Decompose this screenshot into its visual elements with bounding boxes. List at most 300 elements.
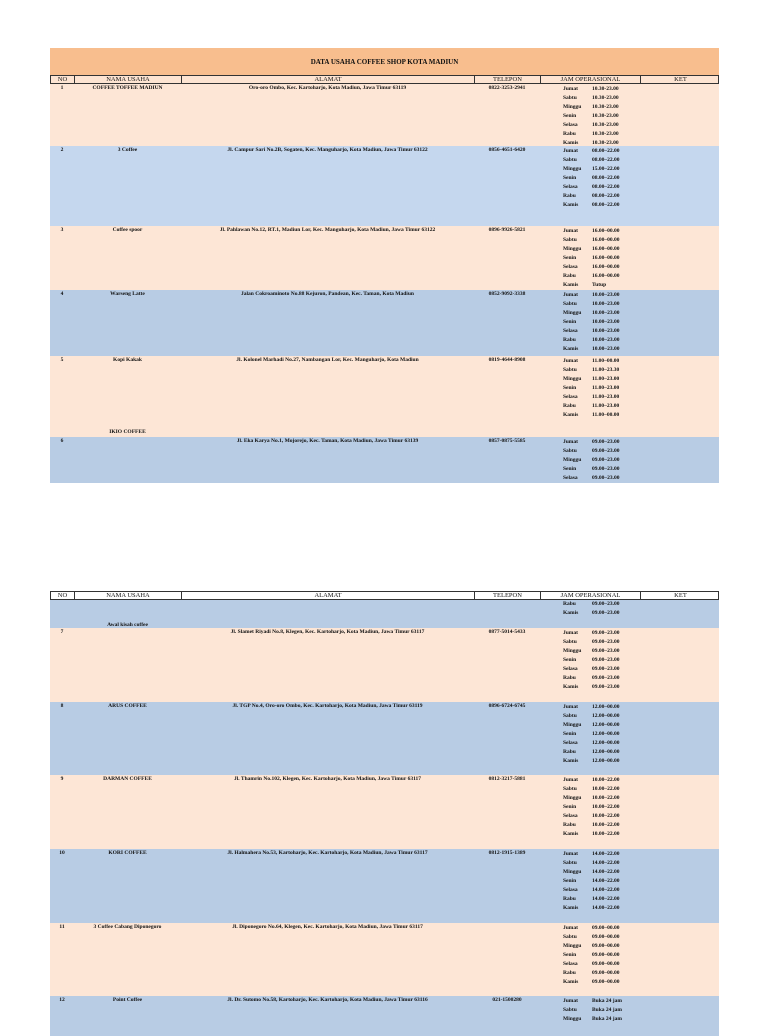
address: Jl. TGP No.4, Oro-oro Ombo, Kec. Kartoharjo, Kota Madiun, Jawa Timur 63119 [232, 703, 423, 709]
time-range: 10.30-23.00 [592, 86, 619, 92]
hours-line [563, 609, 719, 618]
day-label: Jumat [563, 851, 578, 857]
hours-line [563, 978, 719, 987]
time-range: 14.00–22.00 [592, 887, 620, 893]
business-name: Point Coffee [112, 997, 143, 1003]
hours-line [563, 318, 719, 327]
opening-hours [540, 226, 719, 290]
day-label: Jumat [563, 86, 578, 92]
day-label: Rabu [563, 675, 576, 681]
time-range: 10.00–22.00 [592, 795, 620, 801]
time-range: 10.00–23.00 [592, 328, 620, 334]
hours-line [563, 683, 719, 692]
table-body [50, 84, 719, 483]
day-label: Kamis [563, 282, 579, 288]
time-range: 16.00–00.00 [592, 246, 620, 252]
col-hours: JAM OPERASIONAL [541, 592, 641, 599]
day-label: Jumat [563, 630, 578, 636]
hours-line [563, 300, 719, 309]
time-range: 15.00–22.00 [592, 166, 620, 172]
business-name: COFFEE TOFFEE MADIUN [92, 85, 163, 91]
hours-line [563, 776, 719, 785]
row-number: 1 [60, 85, 64, 91]
phone: 0896-9926-5821 [488, 227, 526, 233]
opening-hours [540, 923, 719, 996]
day-label: Sabtu [563, 934, 577, 940]
opening-hours [540, 290, 719, 356]
day-label: Senin [563, 804, 577, 810]
table-row [50, 849, 719, 923]
day-label: Selasa [563, 394, 578, 400]
address: Jl. Dr. Sutomo No.58, Kartoharjo, Kec. Kartoharjo, Kota Madiun, Jawa Timur 63116 [227, 997, 428, 1003]
day-label: Minggu [563, 166, 582, 172]
time-range: 09.00–23.00 [592, 439, 620, 445]
row-number: 8 [60, 703, 64, 709]
hours-line [563, 830, 719, 839]
phone: 0852-9092-3338 [488, 291, 526, 297]
business-name: Kopi Kakak [113, 357, 142, 363]
row-number: 7 [60, 629, 64, 635]
day-label: Selasa [563, 813, 578, 819]
address: Jl. Pahlawan No.12, RT.1, Madiun Lor, Kec. Manguharjo, Kota Madiun, Jawa Timur 63122 [219, 227, 436, 233]
business-name: 3 Coffee [117, 147, 138, 153]
day-label: Senin [563, 319, 577, 325]
time-range: 09.00–23.00 [592, 475, 620, 481]
address [181, 600, 474, 628]
phone: 0856-4651-6420 [488, 147, 526, 153]
day-label: Sabtu [563, 301, 577, 307]
hours-line [563, 924, 719, 933]
table-row-continued [50, 600, 719, 628]
address: Oro-oro Ombo, Kec. Kartoharjo, Kota Madiun, Jawa Timur 63119 [248, 85, 407, 91]
business-name: 3 Coffee Cabang Diponegoro [93, 924, 162, 930]
time-range: 10.00–23.00 [592, 337, 620, 343]
table-row [50, 996, 719, 1036]
time-range: 09.00–23.00 [592, 448, 620, 454]
business-name [74, 437, 181, 483]
col-name: NAMA USAHA [75, 592, 182, 599]
day-label: Jumat [563, 358, 578, 364]
row-number: 4 [60, 291, 64, 297]
address: Jl. Thamrin No.102, Klegen, Kec. Kartoharjo, Kota Madiun, Jawa Timur 63117 [233, 776, 422, 782]
day-label: Minggu [563, 1016, 582, 1022]
time-range: 09.00–00.00 [592, 952, 620, 958]
hours-line [563, 456, 719, 465]
business-name [74, 628, 181, 702]
day-label: Rabu [563, 337, 576, 343]
day-label: Sabtu [563, 95, 577, 101]
phone: 0896-6724-6745 [488, 703, 526, 709]
hours-line [563, 94, 719, 103]
hours-line [563, 739, 719, 748]
time-range: 09.00–23.00 [592, 657, 620, 663]
day-label: Sabtu [563, 1007, 577, 1013]
day-label: Senin [563, 731, 577, 737]
phone: 021-1500280 [492, 997, 522, 1003]
hours-line [563, 904, 719, 913]
time-range: 12.00–00.00 [592, 740, 620, 746]
hours-line [563, 357, 719, 366]
time-range: 10.00–23.00 [592, 319, 620, 325]
time-range: 09.00–23.00 [592, 639, 620, 645]
address: Jl. Campur Sari No.2B, Sogaten, Kec. Manguharjo, Kota Madiun, Jawa Timur 63122 [227, 147, 428, 153]
time-range: 11.00–23.00 [592, 403, 620, 409]
day-label: Rabu [563, 601, 576, 607]
day-label: Senin [563, 466, 577, 472]
business-name-ikio: IKIO COFFEE [109, 429, 146, 435]
time-range: 16.00–00.00 [592, 228, 620, 234]
time-range: 09.00–23.00 [592, 684, 620, 690]
table-title-text: DATA USAHA COFFEE SHOP KOTA MADIUN [310, 57, 459, 66]
table-row [50, 775, 719, 849]
day-label: Kamis [563, 412, 579, 418]
phone: 0812-1915-1389 [488, 850, 526, 856]
day-label: Rabu [563, 896, 576, 902]
hours-line [563, 192, 719, 201]
hours-line [563, 156, 719, 165]
hours-line [563, 112, 719, 121]
time-range: 11.00–00.00 [592, 412, 620, 418]
day-label: Kamis [563, 831, 579, 837]
hours-line [563, 183, 719, 192]
table-row [50, 923, 719, 996]
hours-line [563, 656, 719, 665]
time-range: 16.00–00.00 [592, 273, 620, 279]
day-label: Jumat [563, 439, 578, 445]
day-label: Minggu [563, 869, 582, 875]
day-label: Senin [563, 255, 577, 261]
time-range: 09.00–23.00 [592, 457, 620, 463]
time-range: 09.00–00.00 [592, 979, 620, 985]
col-phone: TELEPON [475, 592, 541, 599]
time-range: 09.00–00.00 [592, 925, 620, 931]
opening-hours [540, 600, 719, 628]
table-body [50, 600, 719, 1036]
time-range: 10.30-23.00 [592, 95, 619, 101]
hours-line [563, 130, 719, 139]
time-range: 09.00–00.00 [592, 970, 620, 976]
table-row [50, 226, 719, 290]
sheet-page-2 [50, 591, 719, 1036]
address: Jalan Cokroaminoto No.88 Kejuron, Pandean, Kec. Taman, Kota Madiun [241, 291, 414, 297]
time-range: 14.00–22.00 [592, 851, 620, 857]
day-label: Jumat [563, 228, 578, 234]
hours-line [563, 147, 719, 156]
hours-line [563, 139, 719, 146]
opening-hours [540, 84, 719, 146]
day-label: Sabtu [563, 860, 577, 866]
business-name: ARUS COFFEE [108, 703, 147, 709]
hours-line [563, 600, 719, 609]
hours-line [563, 465, 719, 474]
time-range: 14.00–22.00 [592, 905, 620, 911]
hours-line [563, 674, 719, 683]
opening-hours [540, 628, 719, 702]
day-label: Senin [563, 878, 577, 884]
col-address: ALAMAT [182, 76, 475, 83]
table-header [50, 591, 719, 600]
hours-line [563, 236, 719, 245]
day-label: Minggu [563, 795, 582, 801]
hours-line [563, 263, 719, 272]
time-range: 08.00–22.00 [592, 175, 620, 181]
hours-line [563, 254, 719, 263]
day-label: Senin [563, 952, 577, 958]
time-range: 08.00–22.00 [592, 193, 620, 199]
time-range: 10.00–23.00 [592, 310, 620, 316]
day-label: Senin [563, 113, 577, 119]
hours-line [563, 803, 719, 812]
day-label: Selasa [563, 475, 578, 481]
col-ket: KET [674, 592, 687, 599]
time-range: 09.00–00.00 [592, 961, 620, 967]
hours-line [563, 895, 719, 904]
day-label: Selasa [563, 666, 578, 672]
hours-line [563, 730, 719, 739]
hours-line [563, 281, 719, 290]
time-range: 10.30-23.00 [592, 140, 619, 146]
hours-line [563, 375, 719, 384]
phone: 0877-5014-5433 [488, 629, 526, 635]
row-number: 9 [60, 776, 64, 782]
time-range: 10.30-23.00 [592, 122, 619, 128]
address: Jl. Eka Karya No.1, Mojorejo, Kec. Taman, Kota Madiun, Jawa Timur 63139 [236, 438, 419, 444]
day-label: Jumat [563, 292, 578, 298]
time-range: 14.00–22.00 [592, 869, 620, 875]
day-label: Rabu [563, 970, 576, 976]
hours-line [563, 821, 719, 830]
time-range: 16.00–00.00 [592, 255, 620, 261]
col-address: ALAMAT [182, 592, 475, 599]
table-header [50, 75, 719, 84]
time-range: 14.00–22.00 [592, 860, 620, 866]
hours-line [563, 291, 719, 300]
time-range: 09.00–23.00 [592, 630, 620, 636]
time-range: 10.00–22.00 [592, 804, 620, 810]
day-label: Kamis [563, 346, 579, 352]
opening-hours [540, 996, 719, 1036]
business-name-awal-kisah: Awal kisah coffee [107, 622, 148, 628]
hours-line [563, 785, 719, 794]
day-label: Minggu [563, 722, 582, 728]
hours-line [563, 647, 719, 656]
day-label: Selasa [563, 740, 578, 746]
row-number [50, 600, 74, 628]
table-row [50, 702, 719, 775]
table-title [50, 48, 719, 75]
day-label: Senin [563, 657, 577, 663]
address: Jl. Kolonel Marhadi No.27, Nambangan Lor, Kec. Manguharjo, Kota Madiun [236, 357, 419, 363]
time-range: 12.00–00.00 [592, 704, 620, 710]
time-range: 09.00–23.00 [592, 610, 620, 616]
opening-hours [540, 356, 719, 437]
day-label: Selasa [563, 184, 578, 190]
day-label: Minggu [563, 246, 582, 252]
hours-line [563, 245, 719, 254]
business-name: DARMAN COFFEE [103, 776, 152, 782]
day-label: Jumat [563, 148, 578, 154]
time-range: 10.00–22.00 [592, 831, 620, 837]
hours-line [563, 402, 719, 411]
time-range: Buka 24 jam [592, 1016, 622, 1022]
time-range: Buka 24 jam [592, 1007, 622, 1013]
day-label: Kamis [563, 905, 579, 911]
day-label: Selasa [563, 122, 578, 128]
day-label: Rabu [563, 822, 576, 828]
phone: 0812-3217-5881 [488, 776, 526, 782]
hours-line [563, 447, 719, 456]
hours-line [563, 1015, 719, 1024]
day-label: Sabtu [563, 713, 577, 719]
hours-line [563, 165, 719, 174]
time-range: 10.00–22.00 [592, 813, 620, 819]
time-range: 08.00–22.00 [592, 202, 620, 208]
day-label: Sabtu [563, 367, 577, 373]
day-label: Sabtu [563, 448, 577, 454]
time-range: Buka 24 jam [592, 998, 622, 1004]
address: Jl. Diponegoro No.64, Klegen, Kec. Kartoharjo, Kota Madiun, Jawa Timur 63117 [232, 924, 423, 930]
day-label: Minggu [563, 376, 582, 382]
time-range: 11.00–23.00 [592, 385, 620, 391]
hours-line [563, 969, 719, 978]
day-label: Kamis [563, 979, 579, 985]
day-label: Jumat [563, 925, 578, 931]
hours-line [563, 327, 719, 336]
hours-line [563, 103, 719, 112]
day-label: Sabtu [563, 157, 577, 163]
day-label: Senin [563, 385, 577, 391]
hours-line [563, 384, 719, 393]
time-range: 11.00–23.30 [592, 367, 620, 373]
table-row [50, 290, 719, 356]
hours-line [563, 393, 719, 402]
hours-line [563, 629, 719, 638]
time-range: 10.00–23.00 [592, 292, 620, 298]
time-range: Tutup [592, 282, 607, 288]
day-label: Kamis [563, 610, 579, 616]
day-label: Rabu [563, 131, 576, 137]
day-label: Sabtu [563, 639, 577, 645]
time-range: 16.00–00.00 [592, 237, 620, 243]
time-range: 09.00–00.00 [592, 934, 620, 940]
row-number: 11 [59, 924, 65, 930]
row-number: 3 [60, 227, 64, 233]
address: Jl. Slamet Riyadi No.8, Klegen, Kec. Kartoharjo, Kota Madiun, Jawa Timur 63117 [230, 629, 425, 635]
hours-line [563, 703, 719, 712]
time-range: 10.00–22.00 [592, 786, 620, 792]
hours-line [563, 345, 719, 354]
hours-line [563, 272, 719, 281]
time-range: 09.00–00.00 [592, 943, 620, 949]
opening-hours [540, 146, 719, 226]
time-range: 10.00–22.00 [592, 822, 620, 828]
day-label: Kamis [563, 684, 579, 690]
hours-line [563, 748, 719, 757]
hours-line [563, 859, 719, 868]
table-row [50, 437, 719, 483]
time-range: 10.00–23.00 [592, 346, 620, 352]
table-row [50, 84, 719, 146]
business-name: Warseng Latte [110, 291, 145, 297]
time-range: 12.00–00.00 [592, 731, 620, 737]
time-range: 10.00–22.00 [592, 777, 620, 783]
row-number: 6 [60, 438, 64, 444]
opening-hours [540, 775, 719, 849]
time-range: 12.00–00.00 [592, 758, 620, 764]
time-range: 09.00–23.00 [592, 601, 620, 607]
hours-line [563, 794, 719, 803]
time-range: 08.00–22.00 [592, 184, 620, 190]
day-label: Selasa [563, 961, 578, 967]
hours-line [563, 411, 719, 420]
hours-line [563, 174, 719, 183]
hours-line [563, 850, 719, 859]
col-phone: TELEPON [475, 76, 541, 83]
time-range: 10.30-23.00 [592, 113, 619, 119]
hours-line [563, 1006, 719, 1015]
day-label: Kamis [563, 758, 579, 764]
hours-line [563, 960, 719, 969]
col-no: NO [51, 592, 75, 599]
day-label: Rabu [563, 749, 576, 755]
hours-line [563, 638, 719, 647]
time-range: 09.00–23.00 [592, 675, 620, 681]
day-label: Rabu [563, 273, 576, 279]
time-range: 08.00–22.00 [592, 157, 620, 163]
address: Jl. Halmahera No.53, Kartoharjo, Kec. Kartoharjo, Kota Madiun, Jawa Timur 63117 [227, 850, 428, 856]
hours-line [563, 757, 719, 766]
day-label: Rabu [563, 403, 576, 409]
time-range: 09.00–23.00 [592, 466, 620, 472]
hours-line [563, 812, 719, 821]
hours-line [563, 336, 719, 345]
row-number: 2 [60, 147, 64, 153]
opening-hours [540, 702, 719, 775]
day-label: Selasa [563, 264, 578, 270]
time-range: 10.30-23.00 [592, 131, 619, 137]
hours-line [563, 227, 719, 236]
time-range: 11.00–23.00 [592, 376, 620, 382]
time-range: 11.00–00.00 [592, 358, 620, 364]
sheet-page-1 [50, 48, 719, 483]
hours-line [563, 474, 719, 483]
hours-line [563, 309, 719, 318]
time-range: 10.30-23.00 [592, 104, 619, 110]
table-row [50, 628, 719, 702]
col-ket: KET [674, 76, 687, 83]
hours-line [563, 868, 719, 877]
hours-line [563, 877, 719, 886]
opening-hours [540, 437, 719, 483]
day-label: Minggu [563, 943, 582, 949]
business-name: KORI COFFEE [108, 850, 147, 856]
row-number: 5 [60, 357, 64, 363]
hours-line [563, 886, 719, 895]
time-range: 10.00–23.00 [592, 301, 620, 307]
time-range: 14.00–22.00 [592, 896, 620, 902]
hours-line [563, 85, 719, 94]
hours-line [563, 201, 719, 210]
phone: 0857-0875-5585 [488, 438, 526, 444]
phone: 0822-3253-2941 [488, 85, 526, 91]
day-label: Kamis [563, 202, 579, 208]
phone: 0819-4644-8908 [488, 357, 526, 363]
col-name: NAMA USAHA [75, 76, 182, 83]
day-label: Kamis [563, 140, 579, 146]
day-label: Jumat [563, 998, 578, 1004]
hours-line [563, 942, 719, 951]
phone [474, 923, 540, 996]
